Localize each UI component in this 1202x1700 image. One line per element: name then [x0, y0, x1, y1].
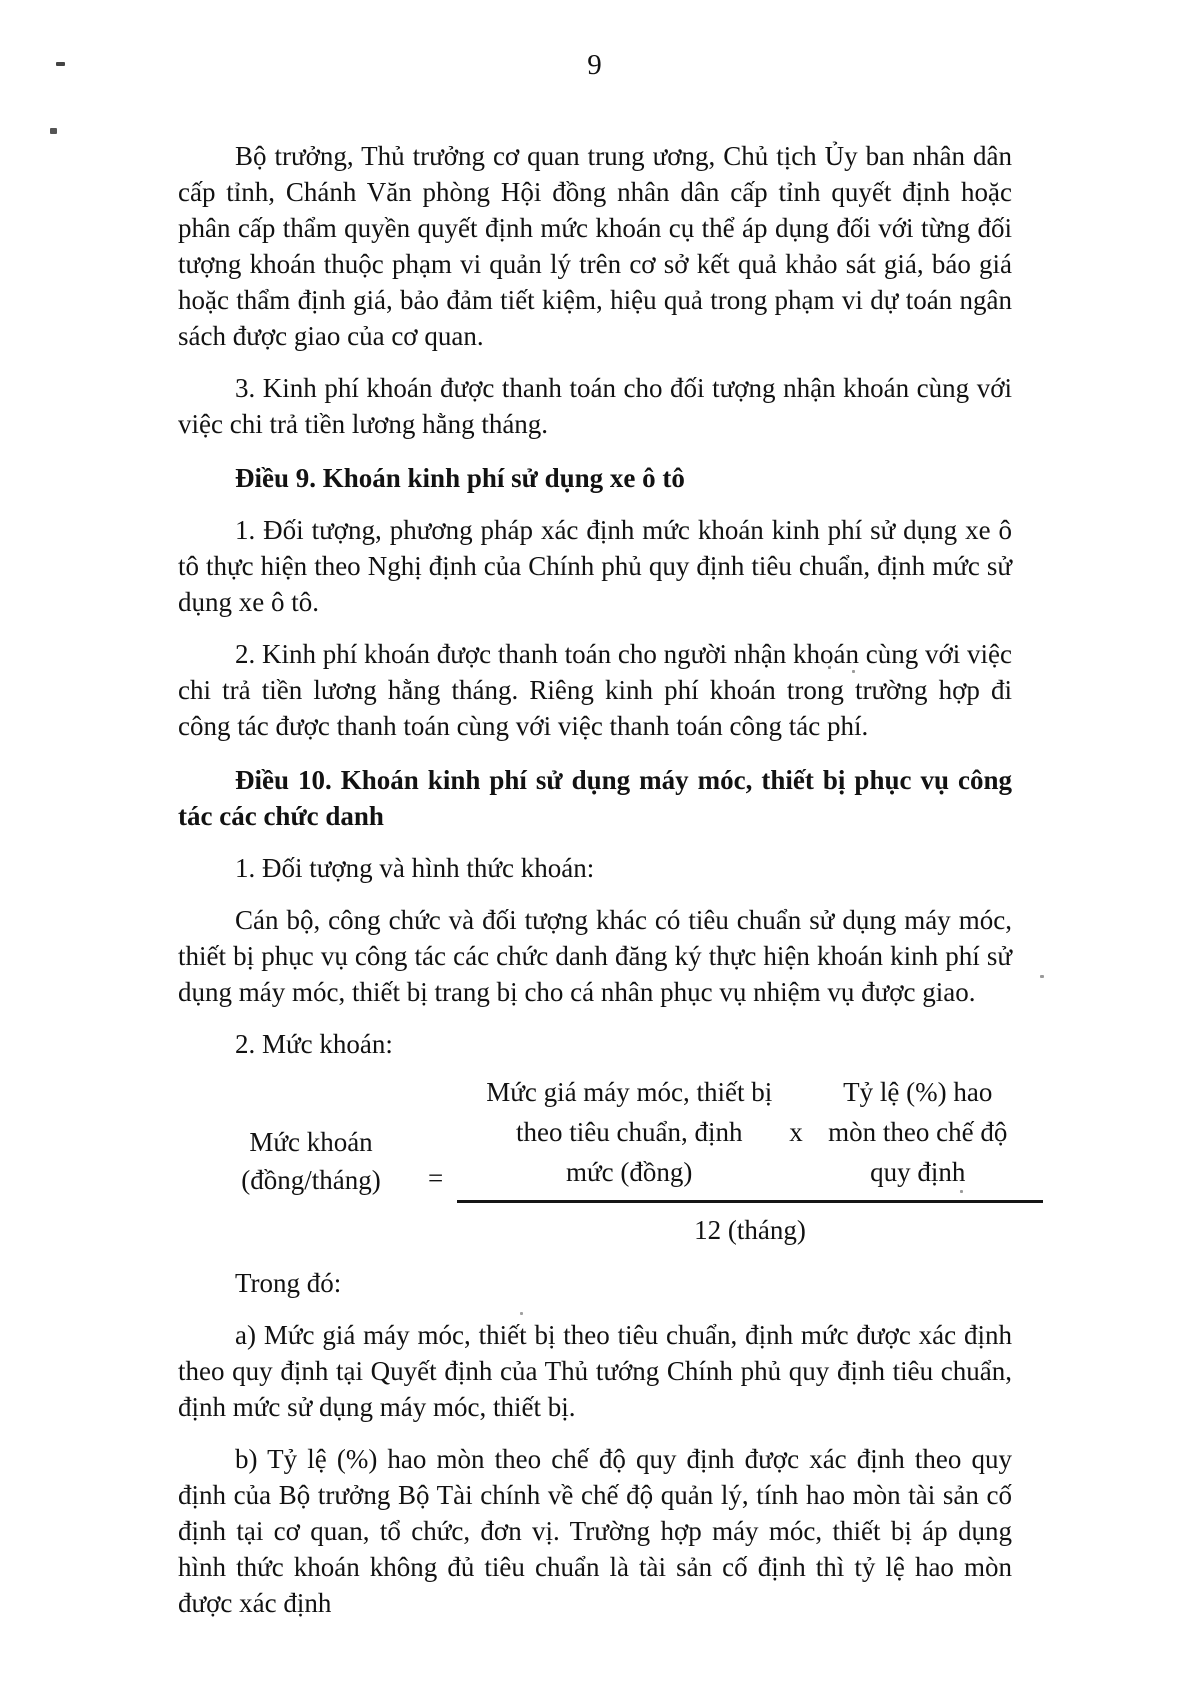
- paragraph-article9-item-2: 2. Kinh phí khoán được thanh toán cho người nhận khoán cùng với việc chi trả tiền lương hằng tháng. Riêng kinh phí khoán trong trường hợp đi công tác được thanh toán cùng với việc thanh toán công tác phí.: [178, 639, 1012, 741]
- paragraph-article10-subjects: Cán bộ, công chức và đối tượng khác có tiêu chuẩn sử dụng máy móc, thiết bị phục vụ công tác các chức danh đăng ký thực hiện khoán kinh phí sử dụng máy móc, thiết bị trang bị cho cá nhân phục vụ nhiệm vụ được giao.: [178, 905, 1012, 1007]
- article-10-heading: Điều 10. Khoán kinh phí sử dụng máy móc, thiết bị phục vụ công tác các chức danh: [178, 765, 1012, 831]
- article-9-heading: Điều 9. Khoán kinh phí sử dụng xe ô tô: [235, 463, 685, 493]
- paragraph-authority: Bộ trưởng, Thủ trưởng cơ quan trung ương, Chủ tịch Ủy ban nhân dân cấp tỉnh, Chánh Văn phòng Hội đồng nhân dân cấp tỉnh quyết định hoặc phân cấp thẩm quyền quyết định mức khoán cụ thể áp dụng đối với từng đối tượng khoán thuộc phạm vi quản lý trên cơ sở kết quả khảo sát giá, báo giá hoặc thẩm định giá, bảo đảm tiết kiệm, hiệu quả trong phạm vi dự toán ngân sách được giao của cơ quan.: [178, 141, 1012, 351]
- paragraph-article10-item-2: 2. Mức khoán:: [235, 1029, 393, 1059]
- paragraph-article9-item-1: 1. Đối tượng, phương pháp xác định mức khoán kinh phí sử dụng xe ô tô thực hiện theo Nghị định của Chính phủ quy định tiêu chuẩn, định mức sử dụng xe ô tô.: [178, 515, 1012, 617]
- formula-numerator: [457, 1072, 1043, 1192]
- formula-denominator: 12 (tháng): [694, 1215, 806, 1245]
- formula-lhs-line1: Mức khoán: [249, 1126, 373, 1157]
- numerator-price-term: [469, 1072, 789, 1192]
- document-body: [178, 138, 1012, 1621]
- scan-artifact: [50, 128, 57, 134]
- scan-artifact: [56, 62, 65, 66]
- numerator-depreciation-term: [803, 1072, 1033, 1192]
- numerator-price-line3: mức (đồng): [566, 1157, 693, 1187]
- paragraph-article10-item-1: 1. Đối tượng và hình thức khoán:: [235, 853, 595, 883]
- page-number: 9: [587, 49, 602, 81]
- formula-lhs-label: [216, 1123, 406, 1199]
- scan-artifact: [1040, 975, 1044, 978]
- paragraph-point-b: b) Tỷ lệ (%) hao mòn theo chế độ quy định được xác định theo quy định của Bộ trưởng Bộ Tài chính về chế độ quản lý, tính hao mòn tài sản cố định tại cơ quan, tổ chức, đơn vị. Trường hợp máy móc, thiết bị áp dụng hình thức khoán không đủ tiêu chuẩn là tài sản cố định thì tỷ lệ hao mòn được xác định: [178, 1444, 1012, 1618]
- allocation-formula: [178, 1072, 1012, 1249]
- fraction-bar: [457, 1200, 1043, 1203]
- numerator-price-line1: Mức giá máy móc, thiết bị: [486, 1077, 773, 1107]
- multiply-sign: x: [789, 1117, 803, 1147]
- equals-sign: =: [428, 1162, 444, 1193]
- numerator-depreciation-line2: mòn theo chế độ: [828, 1117, 1008, 1147]
- paragraph-point-a: a) Mức giá máy móc, thiết bị theo tiêu chuẩn, định mức được xác định theo quy định tại Quyết định của Thủ tướng Chính phủ quy định tiêu chuẩn, định mức sử dụng máy móc, thiết bị.: [178, 1320, 1012, 1422]
- numerator-price-line2: theo tiêu chuẩn, định: [516, 1117, 743, 1147]
- paragraph-trong-do: Trong đó:: [235, 1268, 342, 1298]
- paragraph-item-3: 3. Kinh phí khoán được thanh toán cho đối tượng nhận khoán cùng với việc chi trả tiền lương hằng tháng.: [178, 373, 1012, 439]
- numerator-depreciation-line3: quy định: [870, 1157, 966, 1187]
- formula-lhs-line2: (đồng/tháng): [241, 1164, 381, 1195]
- numerator-depreciation-line1: Tỷ lệ (%) hao: [843, 1077, 993, 1107]
- formula-fraction: [457, 1072, 1043, 1249]
